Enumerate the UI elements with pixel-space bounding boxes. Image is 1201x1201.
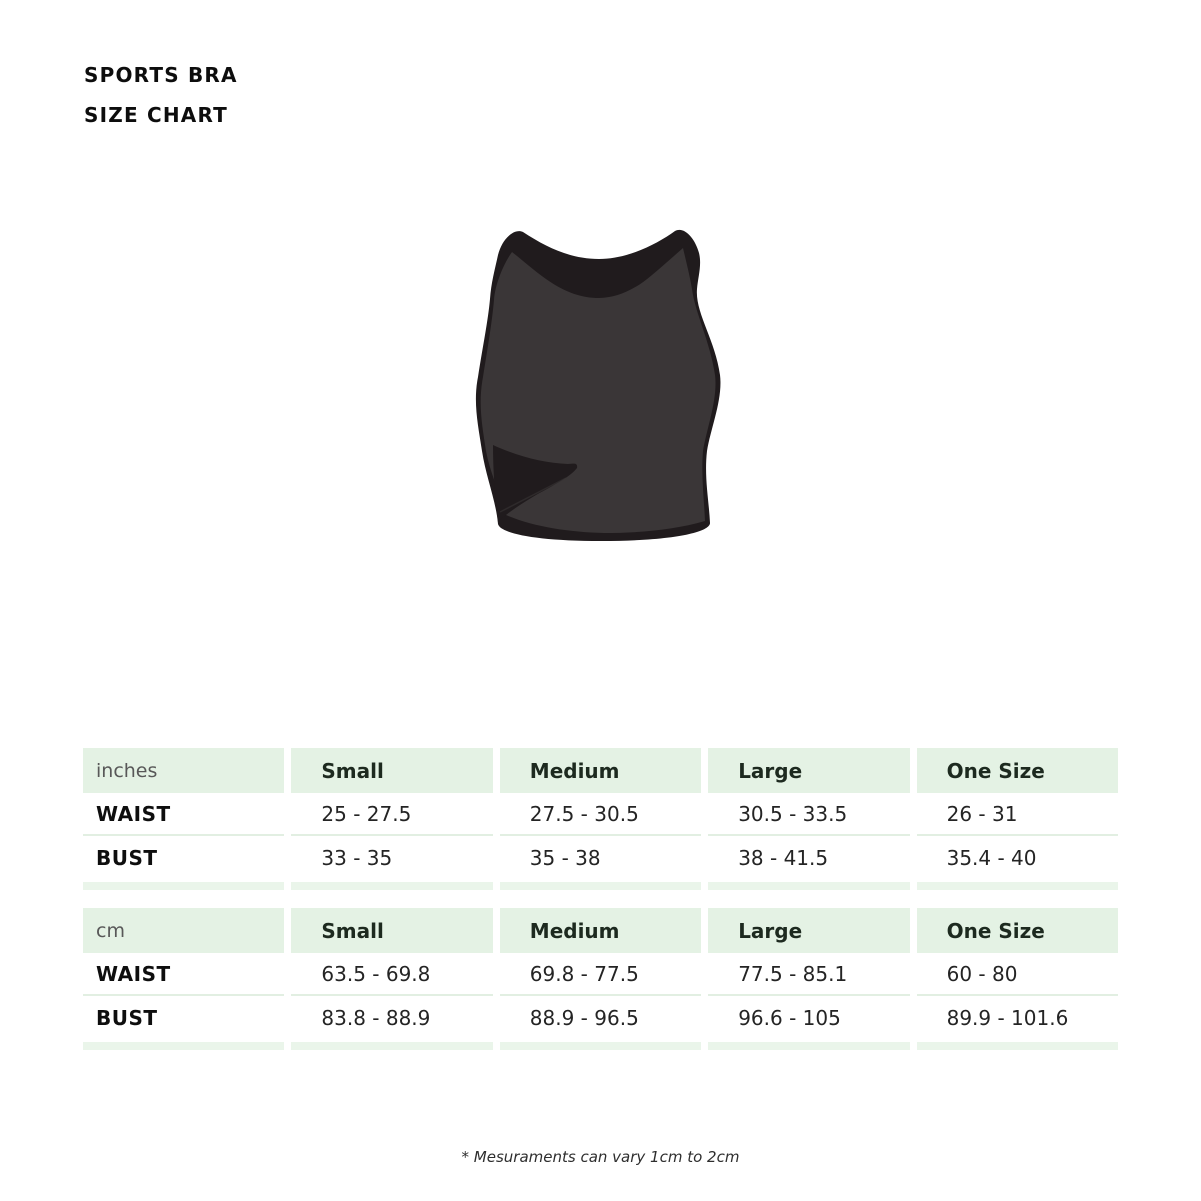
page-subtitle: SIZE CHART [84, 103, 229, 127]
waist-large-value: 30.5 - 33.5 [708, 793, 909, 836]
bust-medium-value: 35 - 38 [500, 836, 701, 879]
table-bottom-accent [708, 1042, 909, 1050]
table-bottom-accent [83, 1042, 284, 1050]
row-label-waist: WAIST [83, 953, 284, 996]
table-bottom-accent [917, 882, 1118, 890]
column-header-medium: Medium [500, 908, 701, 953]
row-label-bust: BUST [83, 836, 284, 879]
table-bottom-accent [291, 882, 492, 890]
waist-one-size-value: 60 - 80 [917, 953, 1118, 996]
sports-bra-svg [474, 227, 724, 543]
row-label-waist: WAIST [83, 793, 284, 836]
column-header-medium: Medium [500, 748, 701, 793]
column-header-large: Large [708, 748, 909, 793]
column-header-one-size: One Size [917, 748, 1118, 793]
row-label-bust: BUST [83, 996, 284, 1039]
waist-large-value: 77.5 - 85.1 [708, 953, 909, 996]
column-header-small: Small [291, 748, 492, 793]
table-bottom-accent [708, 882, 909, 890]
column-header-one-size: One Size [917, 908, 1118, 953]
sports-bra-illustration [474, 227, 724, 543]
bust-large-value: 96.6 - 105 [708, 996, 909, 1039]
waist-small-value: 63.5 - 69.8 [291, 953, 492, 996]
size-table-inches [83, 748, 1118, 890]
bust-large-value: 38 - 41.5 [708, 836, 909, 879]
unit-label-inches: inches [83, 748, 284, 793]
table-bottom-accent [291, 1042, 492, 1050]
table-bottom-accent [83, 882, 284, 890]
waist-medium-value: 69.8 - 77.5 [500, 953, 701, 996]
waist-small-value: 25 - 27.5 [291, 793, 492, 836]
column-header-large: Large [708, 908, 909, 953]
bust-one-size-value: 35.4 - 40 [917, 836, 1118, 879]
table-bottom-accent [500, 1042, 701, 1050]
size-table-cm [83, 908, 1118, 1050]
page-title: SPORTS BRA [84, 63, 238, 87]
table-bottom-accent [917, 1042, 1118, 1050]
waist-one-size-value: 26 - 31 [917, 793, 1118, 836]
unit-label-cm: cm [83, 908, 284, 953]
column-header-small: Small [291, 908, 492, 953]
waist-medium-value: 27.5 - 30.5 [500, 793, 701, 836]
bust-small-value: 83.8 - 88.9 [291, 996, 492, 1039]
bust-one-size-value: 89.9 - 101.6 [917, 996, 1118, 1039]
bust-medium-value: 88.9 - 96.5 [500, 996, 701, 1039]
measurement-disclaimer: * Mesuraments can vary 1cm to 2cm [461, 1148, 740, 1166]
bust-small-value: 33 - 35 [291, 836, 492, 879]
table-bottom-accent [500, 882, 701, 890]
